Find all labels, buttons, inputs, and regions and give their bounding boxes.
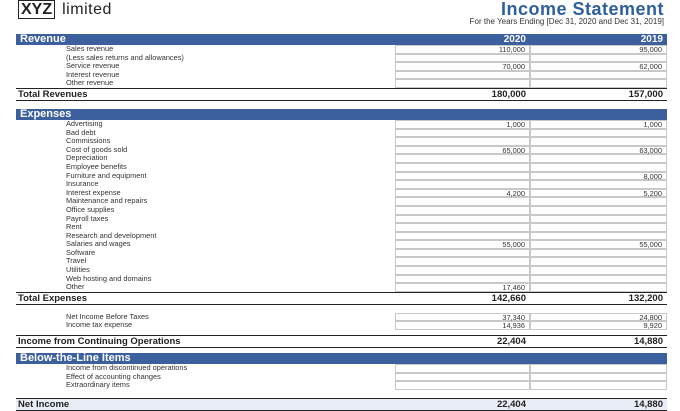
row-label: Insurance bbox=[66, 179, 99, 189]
year-2020-header: 2020 bbox=[503, 34, 526, 45]
row-label: Office supplies bbox=[66, 204, 115, 214]
table-row bbox=[16, 275, 667, 284]
row-label: Interest expense bbox=[66, 187, 121, 197]
cell-2020[interactable]: 14,936 bbox=[395, 321, 530, 330]
cell-2020[interactable] bbox=[395, 54, 530, 63]
table-row bbox=[16, 249, 667, 258]
net-income-row bbox=[16, 398, 667, 411]
cell-2020[interactable] bbox=[395, 79, 530, 88]
cell-2019[interactable]: 62,000 bbox=[530, 62, 667, 71]
cell-2019[interactable] bbox=[530, 283, 667, 292]
cell-2020[interactable] bbox=[395, 215, 530, 224]
cell-2019[interactable] bbox=[530, 180, 667, 189]
cell-2019[interactable]: 5,200 bbox=[530, 189, 667, 198]
row-label: Rent bbox=[66, 222, 82, 232]
cell-2019[interactable]: 55,000 bbox=[530, 240, 667, 249]
row-label: Employee benefits bbox=[66, 161, 127, 171]
page-subtitle: For the Years Ending [Dec 31, 2020 and Dec 31, 2019] bbox=[469, 17, 664, 26]
cell-2019[interactable] bbox=[530, 129, 667, 138]
table-row bbox=[16, 240, 667, 249]
total-revenues-row bbox=[16, 88, 667, 101]
cell-2020[interactable]: 110,000 bbox=[395, 45, 530, 54]
cell-2020[interactable] bbox=[395, 381, 530, 390]
income-statement-sheet bbox=[16, 34, 667, 411]
cell-2020[interactable] bbox=[395, 137, 530, 146]
row-label: Interest revenue bbox=[66, 69, 120, 79]
row-label: Bad debt bbox=[66, 127, 96, 137]
row-label: Salaries and wages bbox=[66, 239, 131, 249]
cell-2019[interactable] bbox=[530, 266, 667, 275]
cell-2019[interactable] bbox=[530, 154, 667, 163]
net-income-label: Net Income bbox=[18, 398, 70, 410]
cell-2020[interactable]: 55,000 bbox=[395, 240, 530, 249]
row-label: Other revenue bbox=[66, 78, 114, 88]
row-label: Web hosting and domains bbox=[66, 273, 152, 283]
cell-2019[interactable] bbox=[530, 275, 667, 284]
cell-2020[interactable] bbox=[395, 206, 530, 215]
cell-2020[interactable] bbox=[395, 172, 530, 181]
net-income-2019: 14,880 bbox=[633, 398, 663, 410]
table-row bbox=[16, 215, 667, 224]
cell-2020[interactable]: 70,000 bbox=[395, 62, 530, 71]
cell-2019[interactable] bbox=[530, 381, 667, 390]
row-label: Utilities bbox=[66, 265, 90, 275]
cell-2020[interactable]: 65,000 bbox=[395, 146, 530, 155]
cell-2020[interactable] bbox=[395, 223, 530, 232]
row-label: Commissions bbox=[66, 136, 111, 146]
row-label: Advertising bbox=[66, 118, 103, 128]
company-logo-box: XYZ bbox=[18, 0, 55, 19]
cell-2020[interactable] bbox=[395, 180, 530, 189]
cell-2020[interactable] bbox=[395, 71, 530, 80]
table-row bbox=[16, 172, 667, 181]
cell-2019[interactable]: 63,000 bbox=[530, 146, 667, 155]
row-label: Depreciation bbox=[66, 153, 108, 163]
total-expenses-2020: 142,660 bbox=[491, 292, 526, 304]
table-row bbox=[16, 257, 667, 266]
cell-2020[interactable] bbox=[395, 275, 530, 284]
row-label: Cost of goods sold bbox=[66, 144, 128, 154]
revenue-heading: Revenue bbox=[20, 33, 66, 45]
year-2019-header: 2019 bbox=[640, 34, 663, 45]
continuing-operations-2019: 14,880 bbox=[633, 336, 663, 348]
page-title: Income Statement bbox=[500, 0, 664, 19]
expenses-heading: Expenses bbox=[20, 107, 72, 120]
table-row bbox=[16, 79, 667, 88]
row-label: Other bbox=[66, 282, 85, 292]
row-label: Effect of accounting changes bbox=[66, 371, 161, 381]
cell-2019[interactable] bbox=[530, 197, 667, 206]
revenue-lines bbox=[16, 45, 667, 88]
total-revenues-2019: 157,000 bbox=[628, 88, 663, 100]
company-name bbox=[18, 0, 112, 19]
row-label: Service revenue bbox=[66, 61, 120, 71]
cell-2020[interactable]: 1,000 bbox=[395, 120, 530, 129]
total-revenues-2020: 180,000 bbox=[491, 88, 526, 100]
table-row bbox=[16, 283, 667, 292]
cell-2020[interactable]: 17,460 bbox=[395, 283, 530, 292]
table-row bbox=[16, 381, 667, 390]
total-expenses-label: Total Expenses bbox=[18, 292, 87, 304]
cell-2019[interactable] bbox=[530, 257, 667, 266]
net-income-2020: 22,404 bbox=[496, 398, 526, 410]
continuing-operations-2020: 22,404 bbox=[496, 336, 526, 348]
row-label: Travel bbox=[66, 256, 87, 266]
row-label: Extraordinary items bbox=[66, 380, 130, 390]
row-label: Income from discontinued operations bbox=[66, 363, 188, 373]
cell-2020[interactable] bbox=[395, 266, 530, 275]
table-row bbox=[16, 129, 667, 138]
cell-2019[interactable] bbox=[530, 215, 667, 224]
row-label: Research and development bbox=[66, 230, 157, 240]
cell-2019[interactable]: 1,000 bbox=[530, 120, 667, 129]
cell-2019[interactable]: 24,800 bbox=[530, 313, 667, 322]
cell-2019[interactable] bbox=[530, 54, 667, 63]
cell-2020[interactable] bbox=[395, 129, 530, 138]
row-label: Furniture and equipment bbox=[66, 170, 147, 180]
below-line-heading: Below-the-Line Items bbox=[20, 352, 131, 365]
row-label: Maintenance and repairs bbox=[66, 196, 148, 206]
revenue-header-band bbox=[16, 34, 667, 45]
below-line-lines bbox=[16, 364, 667, 390]
table-row bbox=[16, 321, 667, 330]
table-row bbox=[16, 71, 667, 80]
table-row bbox=[16, 206, 667, 215]
cell-2020[interactable] bbox=[395, 163, 530, 172]
cell-2019[interactable] bbox=[530, 364, 667, 373]
cell-2020[interactable]: 4,200 bbox=[395, 189, 530, 198]
cell-2020[interactable] bbox=[395, 364, 530, 373]
cell-2019[interactable] bbox=[530, 137, 667, 146]
cell-2019[interactable] bbox=[530, 163, 667, 172]
cell-2020[interactable] bbox=[395, 373, 530, 382]
continuing-operations-row bbox=[16, 335, 667, 348]
row-label: Income tax expense bbox=[66, 320, 133, 330]
total-expenses-row bbox=[16, 292, 667, 305]
total-expenses-2019: 132,200 bbox=[628, 292, 663, 304]
cell-2019[interactable] bbox=[530, 249, 667, 258]
tax-lines bbox=[16, 313, 667, 330]
cell-2020[interactable] bbox=[395, 154, 530, 163]
expense-lines bbox=[16, 120, 667, 292]
cell-2019[interactable]: 95,000 bbox=[530, 45, 667, 54]
table-row bbox=[16, 120, 667, 129]
continuing-operations-label: Income from Continuing Operations bbox=[18, 336, 181, 348]
cell-2019[interactable]: 9,920 bbox=[530, 321, 667, 330]
row-label: Net Income Before Taxes bbox=[66, 311, 149, 321]
company-name-text: limited bbox=[62, 0, 112, 18]
cell-2019[interactable]: 8,000 bbox=[530, 172, 667, 181]
cell-2019[interactable] bbox=[530, 373, 667, 382]
row-label: Sales revenue bbox=[66, 44, 114, 53]
cell-2019[interactable] bbox=[530, 232, 667, 241]
row-label: (Less sales returns and allowances) bbox=[66, 52, 184, 62]
cell-2019[interactable] bbox=[530, 71, 667, 80]
cell-2020[interactable] bbox=[395, 249, 530, 258]
cell-2020[interactable] bbox=[395, 257, 530, 266]
cell-2019[interactable] bbox=[530, 206, 667, 215]
cell-2019[interactable] bbox=[530, 223, 667, 232]
table-row bbox=[16, 146, 667, 155]
cell-2020[interactable] bbox=[395, 197, 530, 206]
expenses-header-band bbox=[16, 109, 667, 120]
total-revenues-label: Total Revenues bbox=[18, 88, 88, 100]
cell-2019[interactable] bbox=[530, 79, 667, 88]
cell-2020[interactable]: 37,340 bbox=[395, 313, 530, 322]
row-label: Software bbox=[66, 247, 96, 257]
row-label: Payroll taxes bbox=[66, 213, 109, 223]
cell-2020[interactable] bbox=[395, 232, 530, 241]
